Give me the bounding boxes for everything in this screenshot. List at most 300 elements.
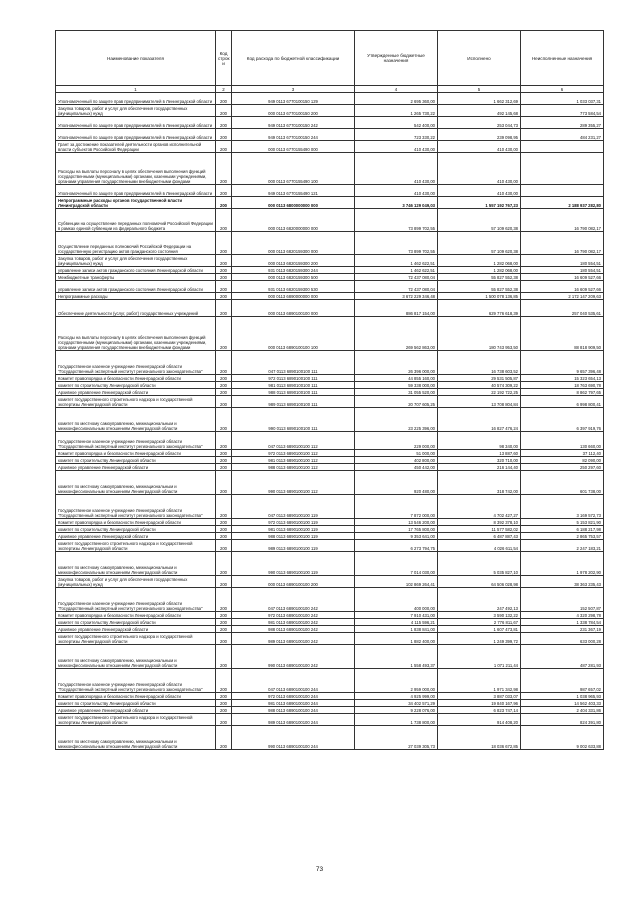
- table-row: [56, 457, 604, 464]
- row-expense-code: 000 0113 6890100100 200: [232, 576, 355, 588]
- table-row: [56, 105, 604, 117]
- row-name: управление записи актов гражданского состояния Ленинградской области: [56, 281, 216, 293]
- row-executed: 13 887,60: [438, 450, 521, 457]
- row-approved: 3 672 229 346,48: [355, 293, 438, 300]
- row-name: комитет государственного строительного надзора и государственной экспертизы Ленинградской области: [56, 540, 216, 552]
- row-line-code: 200: [216, 645, 232, 669]
- row-expense-code: 047 0113 6890100100 112: [232, 432, 355, 450]
- row-line-code: 200: [216, 300, 232, 317]
- row-name: комитет по строительству Ленинградской области: [56, 619, 216, 626]
- row-expense-code: 000 0113 6820159300 500: [232, 274, 355, 281]
- row-approved: 410 430,00: [355, 153, 438, 185]
- row-expense-code: 972 0113 6890100100 119: [232, 519, 355, 526]
- row-expense-code: 972 0113 6890100100 242: [232, 612, 355, 619]
- row-line-code: 200: [216, 281, 232, 293]
- row-unexecuted: 14 562 403,33: [521, 700, 604, 707]
- row-line-code: 200: [216, 726, 232, 750]
- row-name: Уполномоченный по защите прав предпринимателей в Ленинградской области: [56, 117, 216, 129]
- row-executed: 98 340,00: [438, 432, 521, 450]
- row-approved: 229 000,00: [355, 432, 438, 450]
- row-name: Уполномоченный по защите прав предпринимателей в Ленинградской области: [56, 185, 216, 197]
- row-unexecuted: 180 554,51: [521, 255, 604, 267]
- row-executed: 19 840 167,96: [438, 700, 521, 707]
- row-executed: 1 557 192 767,23: [438, 197, 521, 209]
- row-expense-code: 989 0113 6890100100 242: [232, 633, 355, 645]
- header-indicator-name: Наименование показателя: [56, 31, 216, 86]
- table-row: [56, 281, 604, 293]
- header-unexecuted: Неисполненные назначения: [521, 31, 604, 86]
- row-name: Обеспечение деятельности (услуг, работ) государственных учреждений: [56, 300, 216, 317]
- row-name: Субвенции на осуществление переданных полномочий Российской Федерации в рамках единой субвенции из федерального бюджета: [56, 209, 216, 232]
- row-name: Государственное казенное учреждение Ленинградской области "Государственный экспертный институт регионального законодательства": [56, 588, 216, 612]
- row-name: Закупка товаров, работ и услуг для обеспечения государственных (муниципальных) нужд: [56, 255, 216, 267]
- row-name: комитет по местному самоуправлению, межнациональным и межконфессиональным отношениям Ленинградской области: [56, 645, 216, 669]
- table-row: [56, 526, 604, 533]
- row-executed: 4 702 427,27: [438, 495, 521, 519]
- row-unexecuted: 487 281,93: [521, 645, 604, 669]
- row-line-code: 200: [216, 293, 232, 300]
- row-approved: 72 437 080,04: [355, 274, 438, 281]
- row-unexecuted: 824 391,80: [521, 714, 604, 726]
- row-approved: 51 000,00: [355, 450, 438, 457]
- row-approved: 26 396 000,00: [355, 351, 438, 375]
- row-line-code: 200: [216, 432, 232, 450]
- table-row: [56, 540, 604, 552]
- row-executed: 40 574 309,22: [438, 382, 521, 389]
- table-row: [56, 351, 604, 375]
- row-approved: 2 695 360,00: [355, 93, 438, 105]
- row-expense-code: 990 0113 6890100100 119: [232, 552, 355, 576]
- row-expense-code: 931 0113 6820159300 530: [232, 281, 355, 293]
- row-approved: 410 430,00: [355, 185, 438, 197]
- row-unexecuted: 289 355,27: [521, 117, 604, 129]
- row-expense-code: 981 0113 6890100100 244: [232, 700, 355, 707]
- row-expense-code: 972 0113 6890100100 244: [232, 693, 355, 700]
- row-name: Непрограммные расходы: [56, 293, 216, 300]
- row-expense-code: 989 0113 6890100100 119: [232, 540, 355, 552]
- row-line-code: 200: [216, 255, 232, 267]
- row-line-code: 200: [216, 552, 232, 576]
- table-row: [56, 576, 604, 588]
- row-unexecuted: 2 404 331,86: [521, 707, 604, 714]
- header-executed: Исполнено: [438, 31, 521, 86]
- column-number: 3: [232, 86, 355, 93]
- row-unexecuted: 5 153 821,90: [521, 519, 604, 526]
- row-approved: 269 562 863,00: [355, 317, 438, 351]
- row-unexecuted: 773 584,54: [521, 105, 604, 117]
- row-unexecuted: 1 978 202,90: [521, 552, 604, 576]
- row-approved: 2 959 000,00: [355, 669, 438, 693]
- row-expense-code: 949 0113 6770100150 244: [232, 129, 355, 141]
- row-line-code: 200: [216, 693, 232, 700]
- budget-execution-table: [55, 30, 604, 750]
- row-approved: 73 899 702,55: [355, 209, 438, 232]
- row-line-code: 200: [216, 669, 232, 693]
- table-row: [56, 619, 604, 626]
- row-name: Закупка товаров, работ и услуг для обеспечения государственных (муниципальных) нужд: [56, 105, 216, 117]
- row-unexecuted: 88 818 909,50: [521, 317, 604, 351]
- row-unexecuted: 1 338 784,54: [521, 619, 604, 626]
- row-line-code: 200: [216, 185, 232, 197]
- row-approved: 450 442,00: [355, 464, 438, 471]
- row-approved: 1 462 622,51: [355, 267, 438, 274]
- row-line-code: 200: [216, 375, 232, 382]
- row-unexecuted: 3 169 572,73: [521, 495, 604, 519]
- row-line-code: 200: [216, 588, 232, 612]
- row-unexecuted: [521, 185, 604, 197]
- table-row: [56, 612, 604, 619]
- row-name: Расходы на выплаты персоналу в целях обеспечения выполнения функций государственными (муниципальными) органами, казенными учреждениями, органами управления государственными внебюджетными фондами: [56, 153, 216, 185]
- header-expense-code: Код расхода по бюджетной классификации: [232, 31, 355, 86]
- row-approved: 17 765 800,00: [355, 526, 438, 533]
- row-expense-code: 931 0113 6820159300 244: [232, 267, 355, 274]
- row-line-code: 200: [216, 232, 232, 255]
- row-approved: 13 546 200,00: [355, 519, 438, 526]
- table-row: [56, 495, 604, 519]
- row-expense-code: 981 0113 6890100100 112: [232, 457, 355, 464]
- row-approved: 27 039 305,73: [355, 726, 438, 750]
- row-name: Архивное управление Ленинградской области: [56, 626, 216, 633]
- row-expense-code: 047 0113 6890100100 119: [232, 495, 355, 519]
- row-unexecuted: 82 090,00: [521, 457, 604, 464]
- row-approved: 59 338 000,00: [355, 382, 438, 389]
- row-executed: 239 098,95: [438, 129, 521, 141]
- row-expense-code: 000 0113 6820000000 000: [232, 209, 355, 232]
- row-expense-code: 988 0113 6890100100 111: [232, 389, 355, 396]
- row-name: комитет по местному самоуправлению, межнациональным и межконфессиональным отношениям Ленинградской области: [56, 408, 216, 432]
- table-body: [56, 93, 604, 750]
- row-unexecuted: [521, 153, 604, 185]
- row-executed: 410 430,00: [438, 185, 521, 197]
- row-line-code: 200: [216, 526, 232, 533]
- row-approved: 7 872 000,00: [355, 495, 438, 519]
- row-name: комитет государственного строительного надзора и государственной экспертизы Ленинградской области: [56, 396, 216, 408]
- row-unexecuted: 4 320 298,78: [521, 612, 604, 619]
- row-executed: 55 827 552,38: [438, 274, 521, 281]
- row-name: комитет по строительству Ленинградской области: [56, 526, 216, 533]
- row-unexecuted: 257 040 535,61: [521, 300, 604, 317]
- row-unexecuted: 2 172 147 209,63: [521, 293, 604, 300]
- row-line-code: 200: [216, 351, 232, 375]
- row-expense-code: 972 0113 6890100100 111: [232, 375, 355, 382]
- row-executed: 57 109 620,38: [438, 209, 521, 232]
- table-row: [56, 633, 604, 645]
- row-approved: 7 014 030,00: [355, 552, 438, 576]
- row-name: Государственное казенное учреждение Ленинградской области "Государственный экспертный институт регионального законодательства": [56, 432, 216, 450]
- row-executed: 4 026 611,54: [438, 540, 521, 552]
- row-expense-code: 988 0113 6890100100 242: [232, 626, 355, 633]
- row-approved: 1 265 730,22: [355, 105, 438, 117]
- row-unexecuted: 180 554,51: [521, 267, 604, 274]
- row-name: Расходы на выплаты персоналу в целях обеспечения выполнения функций государственными (муниципальными) органами, казенными учреждениями, органами управления государственными внебюджетными фондами: [56, 317, 216, 351]
- row-approved: 1 738 800,00: [355, 714, 438, 726]
- table-row: [56, 185, 604, 197]
- table-row: [56, 317, 604, 351]
- row-line-code: 200: [216, 626, 232, 633]
- row-executed: 1 662 312,69: [438, 93, 521, 105]
- row-approved: 1 838 841,00: [355, 626, 438, 633]
- table-row: [56, 714, 604, 726]
- table-row: [56, 300, 604, 317]
- row-expense-code: 047 0113 6890100100 242: [232, 588, 355, 612]
- row-name: Межбюджетные трансферты: [56, 274, 216, 281]
- row-approved: 20 707 605,25: [355, 396, 438, 408]
- row-executed: 1 249 399,72: [438, 633, 521, 645]
- row-expense-code: 000 0113 6770155490 000: [232, 141, 355, 153]
- table-row: [56, 274, 604, 281]
- page-number: 73: [315, 866, 324, 873]
- table-row: [56, 645, 604, 669]
- table-row: [56, 700, 604, 707]
- row-name: комитет по строительству Ленинградской области: [56, 700, 216, 707]
- table-row: [56, 707, 604, 714]
- row-approved: 3 746 129 049,03: [355, 197, 438, 209]
- row-line-code: 200: [216, 450, 232, 457]
- table-row: [56, 464, 604, 471]
- table-row: [56, 432, 604, 450]
- row-expense-code: 000 0113 6820159300 200: [232, 255, 355, 267]
- row-executed: 3 887 033,07: [438, 693, 521, 700]
- table-row: [56, 375, 604, 382]
- row-approved: 6 273 794,75: [355, 540, 438, 552]
- table-row: [56, 382, 604, 389]
- row-name: Архивное управление Ленинградской области: [56, 533, 216, 540]
- table-row: [56, 396, 604, 408]
- table-row: [56, 450, 604, 457]
- row-approved: 4 925 999,00: [355, 693, 438, 700]
- row-unexecuted: 484 231,27: [521, 129, 604, 141]
- row-expense-code: 000 0113 6800000000 000: [232, 197, 355, 209]
- row-approved: 7 910 431,00: [355, 612, 438, 619]
- row-approved: 31 055 520,00: [355, 389, 438, 396]
- row-executed: 492 145,68: [438, 105, 521, 117]
- row-line-code: 200: [216, 197, 232, 209]
- row-approved: 9 353 641,00: [355, 533, 438, 540]
- row-expense-code: 981 0113 6890100100 111: [232, 382, 355, 389]
- row-unexecuted: [521, 141, 604, 153]
- row-line-code: 200: [216, 619, 232, 626]
- row-expense-code: 949 0113 6770100150 242: [232, 117, 355, 129]
- table-row: [56, 141, 604, 153]
- row-line-code: 200: [216, 389, 232, 396]
- row-line-code: 200: [216, 471, 232, 495]
- row-approved: 72 437 080,04: [355, 281, 438, 293]
- row-unexecuted: 18 763 690,78: [521, 382, 604, 389]
- row-line-code: 200: [216, 700, 232, 707]
- row-expense-code: 989 0113 6890100100 111: [232, 396, 355, 408]
- row-executed: 57 109 620,38: [438, 232, 521, 255]
- row-executed: 8 392 378,10: [438, 519, 521, 526]
- header-approved: Утвержденные бюджетные назначения: [355, 31, 438, 86]
- row-unexecuted: 16 609 527,66: [521, 281, 604, 293]
- row-name: управление записи актов гражданского состояния Ленинградской области: [56, 267, 216, 274]
- row-approved: 34 402 571,29: [355, 700, 438, 707]
- row-expense-code: 990 0113 6890100100 111: [232, 408, 355, 432]
- row-executed: 180 743 953,50: [438, 317, 521, 351]
- row-line-code: 200: [216, 576, 232, 588]
- row-unexecuted: 6 397 919,76: [521, 408, 604, 432]
- row-unexecuted: 152 507,87: [521, 588, 604, 612]
- row-name: Государственное казенное учреждение Ленинградской области "Государственный экспертный институт регионального законодательства": [56, 495, 216, 519]
- row-line-code: 200: [216, 540, 232, 552]
- row-line-code: 200: [216, 274, 232, 281]
- row-unexecuted: 2 188 937 282,80: [521, 197, 604, 209]
- row-expense-code: 988 0113 6890100100 119: [232, 533, 355, 540]
- row-name: Комитет правопорядка и безопасности Ленинградской области: [56, 519, 216, 526]
- row-name: Осуществление переданных полномочий Российской Федерации на государственную регистрацию актов гражданского состояния: [56, 232, 216, 255]
- row-expense-code: 000 0113 6770155490 100: [232, 153, 355, 185]
- row-expense-code: 990 0113 6890100100 112: [232, 471, 355, 495]
- row-expense-code: 989 0113 6890100100 244: [232, 714, 355, 726]
- row-executed: 2 776 811,67: [438, 619, 521, 626]
- row-name: Архивное управление Ленинградской области: [56, 389, 216, 396]
- row-unexecuted: 6 998 800,41: [521, 396, 604, 408]
- row-approved: 9 228 076,00: [355, 707, 438, 714]
- header-row: [56, 31, 604, 86]
- table-row: [56, 153, 604, 185]
- table-row: [56, 588, 604, 612]
- table-row: [56, 293, 604, 300]
- row-approved: 44 855 160,00: [355, 375, 438, 382]
- row-name: Государственное казенное учреждение Ленинградской области "Государственный экспертный институт регионального законодательства": [56, 669, 216, 693]
- table-row: [56, 471, 604, 495]
- row-executed: 1 500 078 136,85: [438, 293, 521, 300]
- row-line-code: 200: [216, 105, 232, 117]
- row-name: Непрограммные расходы органов государственной власти Ленинградской области: [56, 197, 216, 209]
- row-approved: 542 400,00: [355, 117, 438, 129]
- row-line-code: 200: [216, 382, 232, 389]
- row-expense-code: 949 0113 6770100150 129: [232, 93, 355, 105]
- row-unexecuted: 130 660,00: [521, 432, 604, 450]
- row-name: Комитет правопорядка и безопасности Ленинградской области: [56, 375, 216, 382]
- column-number: 2: [216, 86, 232, 93]
- row-expense-code: 000 0113 6820159300 000: [232, 232, 355, 255]
- column-number: 1: [56, 86, 216, 93]
- row-executed: 1 282 068,00: [438, 255, 521, 267]
- row-unexecuted: 633 000,28: [521, 633, 604, 645]
- row-unexecuted: 987 657,02: [521, 669, 604, 693]
- row-name: Уполномоченный по защите прав предпринимателей в Ленинградской области: [56, 93, 216, 105]
- row-line-code: 200: [216, 714, 232, 726]
- row-unexecuted: 8 862 797,65: [521, 389, 604, 396]
- table-row: [56, 255, 604, 267]
- row-name: Уполномоченный по защите прав предпринимателей в Ленинградской области: [56, 129, 216, 141]
- row-expense-code: 000 0113 6890100100 000: [232, 300, 355, 317]
- row-expense-code: 990 0113 6890100100 244: [232, 726, 355, 750]
- row-line-code: 200: [216, 464, 232, 471]
- table-row: [56, 693, 604, 700]
- column-number: 4: [355, 86, 438, 93]
- row-approved: 102 869 264,41: [355, 576, 438, 588]
- row-approved: 920 480,00: [355, 471, 438, 495]
- row-executed: 247 492,13: [438, 588, 521, 612]
- row-executed: 29 531 505,87: [438, 375, 521, 382]
- table-row: [56, 267, 604, 274]
- row-line-code: 200: [216, 93, 232, 105]
- row-executed: 64 506 028,98: [438, 576, 521, 588]
- row-name: Архивное управление Ленинградской области: [56, 464, 216, 471]
- table-row: [56, 129, 604, 141]
- row-unexecuted: 15 323 654,13: [521, 375, 604, 382]
- row-name: Комитет правопорядка и безопасности Ленинградской области: [56, 693, 216, 700]
- row-name: комитет по местному самоуправлению, межнациональным и межконфессиональным отношениям Ленинградской области: [56, 471, 216, 495]
- row-line-code: 200: [216, 519, 232, 526]
- budget-report-sheet: [55, 30, 603, 750]
- row-executed: 1 282 068,00: [438, 267, 521, 274]
- row-expense-code: 988 0113 6890100100 112: [232, 464, 355, 471]
- row-line-code: 200: [216, 408, 232, 432]
- table-row: [56, 533, 604, 540]
- table-row: [56, 519, 604, 526]
- row-name: Архивное управление Ленинградской области: [56, 707, 216, 714]
- row-executed: 18 036 672,85: [438, 726, 521, 750]
- row-line-code: 200: [216, 117, 232, 129]
- row-unexecuted: 250 297,60: [521, 464, 604, 471]
- row-name: комитет по строительству Ленинградской области: [56, 457, 216, 464]
- row-executed: 1 607 473,81: [438, 626, 521, 633]
- row-executed: 410 430,00: [438, 153, 521, 185]
- row-approved: 23 225 396,00: [355, 408, 438, 432]
- row-approved: 1 882 400,00: [355, 633, 438, 645]
- row-approved: 400 000,00: [355, 588, 438, 612]
- row-approved: 1 462 622,51: [355, 255, 438, 267]
- table-row: [56, 408, 604, 432]
- row-line-code: 200: [216, 612, 232, 619]
- row-line-code: 200: [216, 141, 232, 153]
- row-executed: 216 144,40: [438, 464, 521, 471]
- row-executed: 914 408,20: [438, 714, 521, 726]
- row-executed: 320 710,00: [438, 457, 521, 464]
- row-approved: 1 558 493,37: [355, 645, 438, 669]
- row-line-code: 200: [216, 457, 232, 464]
- column-number: 6: [521, 86, 604, 93]
- row-line-code: 200: [216, 495, 232, 519]
- row-approved: 4 115 596,21: [355, 619, 438, 626]
- row-executed: 1 071 211,44: [438, 645, 521, 669]
- row-executed: 410 430,00: [438, 141, 521, 153]
- row-expense-code: 949 0113 6770155490 121: [232, 185, 355, 197]
- row-line-code: 200: [216, 533, 232, 540]
- row-name: комитет по местному самоуправлению, межнациональным и межконфессиональным отношениям Ленинградской области: [56, 552, 216, 576]
- row-approved: 402 800,00: [355, 457, 438, 464]
- row-executed: 55 827 552,38: [438, 281, 521, 293]
- row-unexecuted: 6 188 217,98: [521, 526, 604, 533]
- row-unexecuted: 2 865 753,57: [521, 533, 604, 540]
- row-line-code: 200: [216, 633, 232, 645]
- row-name: комитет государственного строительного надзора и государственной экспертизы Ленинградской области: [56, 633, 216, 645]
- row-unexecuted: 1 033 037,31: [521, 93, 604, 105]
- row-expense-code: 000 0113 6770100150 200: [232, 105, 355, 117]
- table-row: [56, 626, 604, 633]
- table-row: [56, 389, 604, 396]
- row-approved: 73 899 702,55: [355, 232, 438, 255]
- table-row: [56, 726, 604, 750]
- row-unexecuted: 231 367,19: [521, 626, 604, 633]
- row-line-code: 200: [216, 396, 232, 408]
- row-line-code: 200: [216, 267, 232, 274]
- row-unexecuted: 9 657 396,48: [521, 351, 604, 375]
- table-row: [56, 209, 604, 232]
- row-expense-code: 988 0113 6890100100 244: [232, 707, 355, 714]
- row-executed: 5 035 827,10: [438, 552, 521, 576]
- row-executed: 16 738 603,52: [438, 351, 521, 375]
- table-row: [56, 93, 604, 105]
- row-approved: 886 817 154,00: [355, 300, 438, 317]
- row-name: комитет по местному самоуправлению, межнациональным и межконфессиональным отношениям Ленинградской области: [56, 726, 216, 750]
- row-executed: 253 044,73: [438, 117, 521, 129]
- row-name: Закупка товаров, работ и услуг для обеспечения государственных (муниципальных) нужд: [56, 576, 216, 588]
- table-row: [56, 669, 604, 693]
